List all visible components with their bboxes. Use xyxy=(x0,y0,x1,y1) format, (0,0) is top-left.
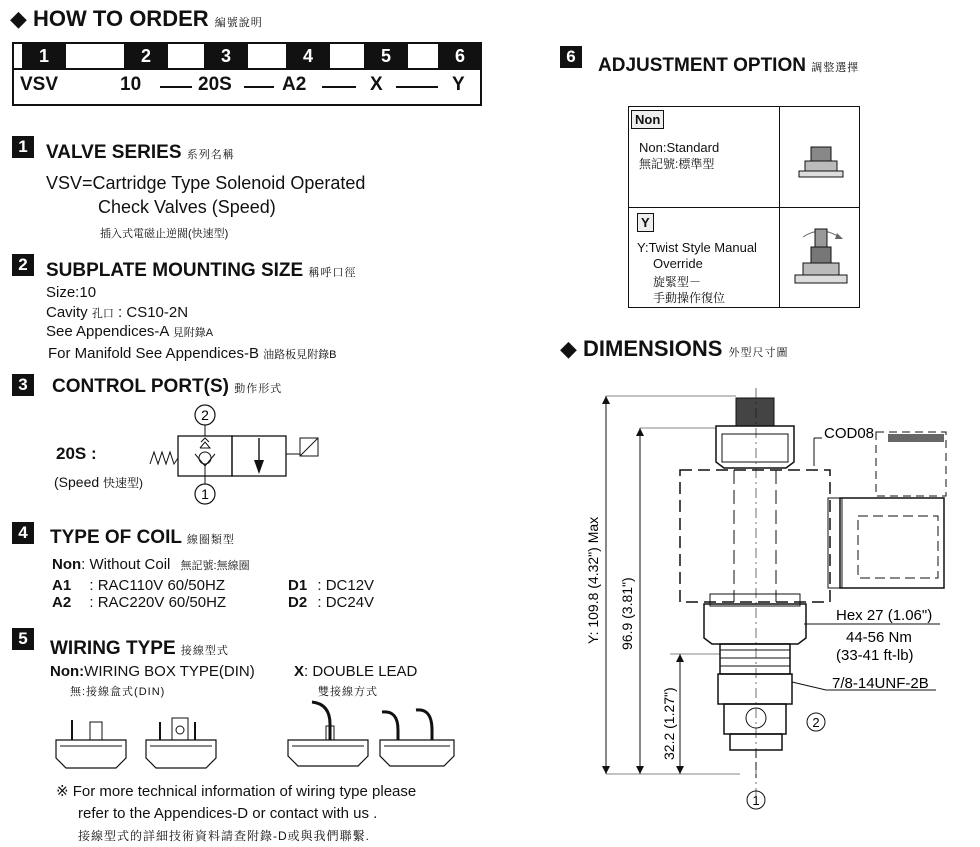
order-code-series: VSV xyxy=(20,74,59,95)
coil-non-text: : Without Coil xyxy=(81,556,171,573)
section-2-title xyxy=(46,260,357,282)
size-text: Size:10 xyxy=(46,284,97,301)
port-1-label: 1 xyxy=(201,486,209,502)
dim-port-1-label: 1 xyxy=(752,793,760,808)
coil-d1-value: : DC12V xyxy=(317,577,375,594)
speed-text: (Speed xyxy=(54,474,100,490)
coil-a2-value: : RAC220V 60/50HZ xyxy=(89,594,227,611)
adj-non-tag: Non xyxy=(631,110,664,129)
order-code-size: 10 xyxy=(120,74,142,95)
how-to-order-title-cjk: 編號說明 xyxy=(214,17,263,29)
section-5-title-text: WIRING TYPE xyxy=(50,638,176,659)
order-code-adjust: Y xyxy=(452,74,465,95)
coil-d1-row xyxy=(288,577,374,594)
coil-a1-label: A1 xyxy=(52,577,72,594)
section-4-title-text: TYPE OF COIL xyxy=(50,527,182,548)
speed-label xyxy=(54,474,143,491)
double-lead-connector-1 xyxy=(288,702,368,766)
section-5-number: 5 xyxy=(12,628,34,650)
double-lead-connector-2 xyxy=(380,710,454,766)
cavity-text xyxy=(46,304,188,321)
adjustment-option-table xyxy=(628,106,860,308)
manifold-cjk: 油路板見附錄B xyxy=(263,349,337,361)
section-3-title-text: CONTROL PORT(S) xyxy=(52,376,229,397)
wiring-non-cjk: 無:接線盒式(DIN) xyxy=(70,686,166,698)
torque-nm-label: 44-56 Nm xyxy=(846,629,912,646)
cavity-label: Cavity xyxy=(46,304,88,321)
coil-d2-value: : DC24V xyxy=(317,594,375,611)
adj-y-line2: Override xyxy=(653,256,703,271)
wiring-non-label: Non: xyxy=(50,663,85,680)
how-to-order-title-text: HOW TO ORDER xyxy=(33,6,209,31)
manifold-text: For Manifold See Appendices-B xyxy=(48,345,259,362)
valve-series-desc-1: VSV=Cartridge Type Solenoid Operated xyxy=(46,173,366,193)
order-dash xyxy=(244,86,274,88)
order-dash xyxy=(396,86,438,88)
adj-y-line4: 手動操作復位 xyxy=(653,291,726,305)
valve-symbol-diagram xyxy=(140,402,330,506)
dim-322-label: 32.2 (1.27") xyxy=(661,687,677,760)
torque-ftlb-label: (33-41 ft-lb) xyxy=(836,647,914,664)
order-code-coil: A2 xyxy=(282,74,307,95)
order-code-table xyxy=(12,42,482,106)
section-5-title xyxy=(50,638,229,660)
see-appendix-a-cjk: 見附錄A xyxy=(172,327,214,339)
adj-non-line2: 無記號:標準型 xyxy=(639,157,715,171)
order-col-1: 1 xyxy=(22,44,66,68)
wiring-connector-diagrams xyxy=(50,700,470,775)
order-col-3: 3 xyxy=(204,44,248,68)
coil-non-row xyxy=(52,556,250,573)
wiring-x-text: : DOUBLE LEAD xyxy=(304,663,418,680)
dimension-drawing xyxy=(570,378,970,818)
thread-label: 7/8-14UNF-2B xyxy=(832,675,929,692)
see-appendix-a xyxy=(46,323,213,340)
dim-y-label: Y: 109.8 (4.32") Max xyxy=(585,516,601,644)
order-dash xyxy=(160,86,192,88)
order-code-wiring: X xyxy=(370,74,383,95)
how-to-order-title xyxy=(10,6,263,32)
wiring-x-cjk: 雙接線方式 xyxy=(318,686,378,698)
cavity-cjk: 孔口 xyxy=(91,308,114,320)
valve-series-cjk: 插入式電磁止逆閥(快速型) xyxy=(100,228,229,240)
section-1-title-text: VALVE SERIES xyxy=(46,142,182,163)
speed-cjk: 快速型) xyxy=(103,476,144,490)
section-4-number: 4 xyxy=(12,522,34,544)
standard-adjust-icon xyxy=(795,143,847,183)
section-6-number: 6 xyxy=(560,46,582,68)
cavity-value: : CS10-2N xyxy=(118,304,189,321)
section-4-title xyxy=(50,527,235,549)
dim-port-2-label: 2 xyxy=(812,715,820,730)
dimensions-title xyxy=(560,336,789,362)
wiring-note-3: 接線型式的詳細技術資料請查附錄-D或與我們聯繫. xyxy=(78,829,370,843)
section-1-number: 1 xyxy=(12,136,34,158)
section-5-title-cjk: 接線型式 xyxy=(180,645,229,657)
coil-a1-row xyxy=(52,577,225,594)
wiring-x-row xyxy=(294,663,417,680)
adj-y-line3: 旋緊型－ xyxy=(653,275,702,289)
section-6-title-cjk: 調整選擇 xyxy=(811,62,860,74)
port-2-label: 2 xyxy=(201,407,209,423)
section-4-title-cjk: 線圈類型 xyxy=(186,534,235,546)
coil-non-cjk: 無記號:無線圈 xyxy=(180,560,250,572)
din-connector-2 xyxy=(146,718,216,768)
section-3-title xyxy=(52,376,282,398)
dimensions-title-text: DIMENSIONS xyxy=(583,336,723,361)
wiring-note-2: refer to the Appendices-D or contact with us . xyxy=(78,805,378,822)
order-col-5: 5 xyxy=(364,44,408,68)
section-3-number: 3 xyxy=(12,374,34,396)
wiring-note-1: ※ For more technical information of wiring type please xyxy=(56,783,417,800)
coil-a1-value: : RAC110V 60/50HZ xyxy=(89,577,225,594)
section-1-title xyxy=(46,142,235,164)
diamond-icon: ◆ xyxy=(560,336,577,361)
coil-a2-label: A2 xyxy=(52,594,72,611)
dimensions-title-cjk: 外型尺寸圖 xyxy=(728,347,789,359)
twist-override-icon xyxy=(789,223,853,295)
section-2-title-cjk: 稱呼口徑 xyxy=(308,267,357,279)
control-port-code: 20S : xyxy=(56,444,97,463)
coil-a2-row xyxy=(52,594,226,611)
adj-y-tag: Y xyxy=(637,213,654,232)
section-1-title-cjk: 系列名稱 xyxy=(186,149,235,161)
order-code-port: 20S xyxy=(198,74,232,95)
adj-non-line1: Non:Standard xyxy=(639,140,720,155)
manifold-appendix-b xyxy=(48,345,336,362)
section-3-title-cjk: 動作形式 xyxy=(234,383,283,395)
diamond-icon: ◆ xyxy=(10,6,27,31)
section-6-title xyxy=(598,55,859,77)
order-header-row xyxy=(14,44,480,70)
order-col-2: 2 xyxy=(124,44,168,68)
section-2-title-text: SUBPLATE MOUNTING SIZE xyxy=(46,260,304,281)
section-6-title-text: ADJUSTMENT OPTION xyxy=(598,55,806,76)
adj-y-line1: Y:Twist Style Manual xyxy=(637,240,757,255)
coil-d2-row xyxy=(288,594,374,611)
order-dash xyxy=(322,86,356,88)
order-col-6: 6 xyxy=(438,44,482,68)
dim-969-label: 96.9 (3.81") xyxy=(619,577,635,650)
wiring-x-label: X xyxy=(294,663,305,680)
adj-divider-h xyxy=(629,207,859,208)
wiring-non-text: WIRING BOX TYPE(DIN) xyxy=(84,663,255,680)
valve-series-desc-2: Check Valves (Speed) xyxy=(98,197,276,217)
order-col-4: 4 xyxy=(286,44,330,68)
cod-label: COD08 xyxy=(824,425,875,442)
coil-d1-label: D1 xyxy=(288,577,308,594)
wiring-non-row xyxy=(50,663,255,680)
din-connector-1 xyxy=(56,720,126,768)
see-appendix-a-text: See Appendices-A xyxy=(46,323,169,340)
hex-label: Hex 27 (1.06") xyxy=(836,607,933,624)
section-2-number: 2 xyxy=(12,254,34,276)
coil-d2-label: D2 xyxy=(288,594,308,611)
coil-non-label: Non xyxy=(52,556,82,573)
